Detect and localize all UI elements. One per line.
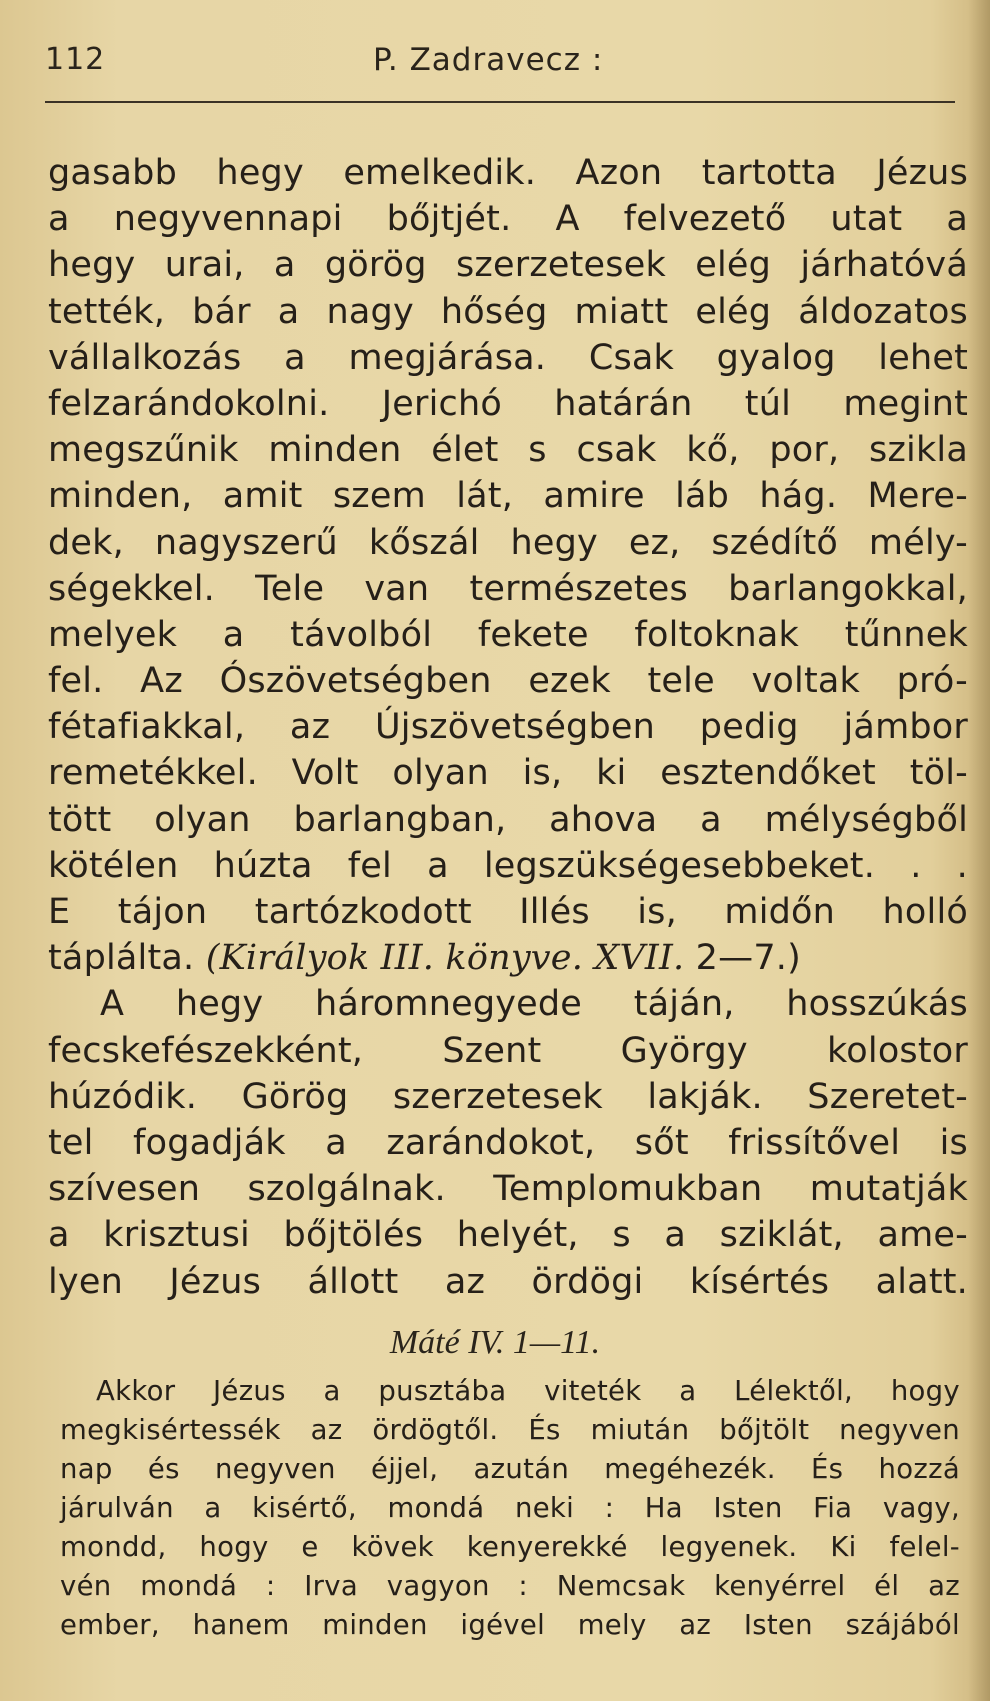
- text-line: szívesen szolgálnak. Templomukban mutatják: [48, 1169, 968, 1210]
- citation-suffix: 2—7.): [684, 938, 801, 979]
- text-line: fétafiakkal, az Újszövetségben pedig jámbor: [48, 707, 968, 748]
- header-rule: [45, 101, 955, 103]
- body-text: [48, 150, 968, 1305]
- text-line: tött olyan barlangban, ahova a mélységből: [48, 799, 968, 840]
- page-edge-shadow: [968, 0, 990, 1701]
- text-line: húzódik. Görög szerzetesek lakják. Szeretet-: [48, 1076, 968, 1117]
- quote-line: ember, hanem minden igével mely az Isten szájából: [60, 1609, 960, 1641]
- text-line: ségekkel. Tele van természetes barlangokkal,: [48, 568, 968, 609]
- page-header: [45, 42, 955, 92]
- text-line: tették, bár a nagy hőség miatt elég áldozatos: [48, 291, 968, 332]
- text-line: vállalkozás a megjárása. Csak gyalog lehet: [48, 337, 968, 378]
- quote-line: járulván a kisértő, mondá neki : Ha Isten Fia vagy,: [60, 1492, 960, 1524]
- text-line: dek, nagyszerű kőszál hegy ez, szédítő mély-: [48, 522, 968, 563]
- scripture-caption: Máté IV. 1—11.: [389, 1324, 601, 1361]
- text-line: tel fogadják a zarándokot, sőt frissítővel is: [48, 1122, 968, 1163]
- text-line: a krisztusi bőjtölés helyét, s a sziklát, ame-: [48, 1215, 968, 1256]
- page-number: 112: [45, 42, 106, 77]
- text-line: a negyvennapi bőjtjét. A felvezető utat a: [48, 199, 968, 240]
- text-line: gasabb hegy emelkedik. Azon tartotta Jézus: [48, 153, 968, 193]
- paragraph-first-line: A hegy háromnegyede táján, hosszúkás: [100, 984, 968, 1025]
- text-line: remetékkel. Volt olyan is, ki esztendőket töl-: [48, 753, 968, 794]
- quote-line: Akkor Jézus a pusztába viteték a Lélektől, hogy: [96, 1375, 960, 1407]
- citation-line: [48, 935, 968, 981]
- text-line: minden, amit szem lát, amire láb hág. Mere-: [48, 476, 968, 517]
- text-line: megszűnik minden élet s csak kő, por, szikla: [48, 430, 968, 471]
- text-line: kötélen húzta fel a legszükségesebbeket. . .: [48, 845, 968, 886]
- quote-line: vén mondá : Irva vagyon : Nemcsak kenyérrel él az: [60, 1570, 960, 1602]
- quote-line: megkisértessék az ördögtől. És miután bőjtölt negyven: [60, 1414, 960, 1446]
- citation-reference: (Királyok III. könyve. XVII.: [205, 938, 685, 979]
- scripture-quote: [60, 1372, 960, 1645]
- text-line: fel. Az Ószövetségben ezek tele voltak pró-: [48, 661, 968, 702]
- quote-line: nap és negyven éjjel, azután megéhezék. És hozzá: [60, 1453, 960, 1485]
- text-line: felzarándokolni. Jerichó határán túl megint: [48, 383, 968, 424]
- text-line: melyek a távolból fekete foltoknak tűnnek: [48, 614, 968, 655]
- citation-prefix: táplálta.: [48, 938, 206, 979]
- text-line: fecskefészekként, Szent György kolostor: [48, 1030, 968, 1071]
- running-head: P. Zadravecz :: [373, 42, 604, 78]
- text-line: hegy urai, a görög szerzetesek elég járhatóvá: [48, 245, 968, 286]
- text-line: E tájon tartózkodott Illés is, midőn holló: [48, 892, 968, 932]
- text-line: lyen Jézus állott az ördögi kísértés alatt.: [48, 1261, 968, 1302]
- quote-line: mondd, hogy e kövek kenyerekké legyenek. Ki felel-: [60, 1531, 960, 1563]
